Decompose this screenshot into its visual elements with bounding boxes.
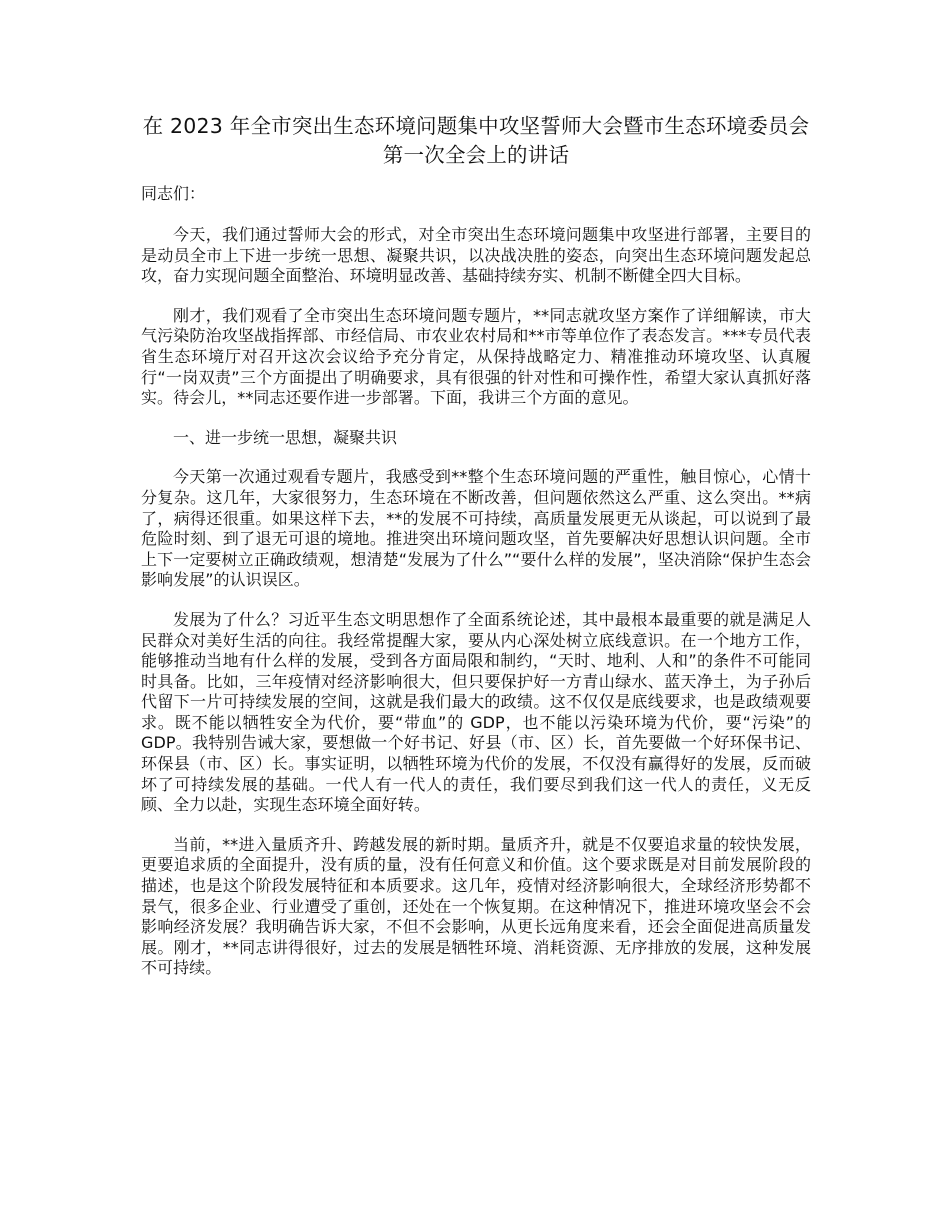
salutation: 同志们： xyxy=(141,184,206,203)
section-heading: 一、进一步统一思想，凝聚共识 xyxy=(173,427,398,447)
paragraph-review: 刚才，我们观看了全市突出生态环境问题专题片，**同志就攻坚方案作了详细解读，市大气污染防治攻坚战指挥部、市经信局、市农业农村局和**市等单位作了表态发言。***专员代表省生态环境厅对召开这次会议给予充分肯定，从保持战略定力、精准推动环境攻坚、认真履行“一岗双责”三个方面提出了明确要求，具有很强的针对性和可操作性，希望大家认真抓好落实。待会儿，**同志还要作进一步部署。下面，我讲三个方面的意见。 xyxy=(141,305,811,408)
document-page xyxy=(141,112,811,998)
section-paragraph: 当前，**进入量质齐升、跨越发展的新时期。量质齐升，就是不仅要追求量的较快发展，更要追求质的全面提升，没有质的量，没有任何意义和价值。这个要求既是对目前发展阶段的描述，也是这个阶段发展特征和本质要求。这几年，疫情对经济影响很大，全球经济形势都不景气，很多企业、行业遭受了重创，还处在一个恢复期。在这种情况下，推进环境攻坚会不会影响经济发展？我明确告诉大家，不但不会影响，从更长远角度来看，还会全面促进高质量发展。刚才，**同志讲得很好，过去的发展是牺牲环境、消耗资源、无序排放的发展，这种发展不可持续。 xyxy=(141,834,811,978)
document-title: 在 2023 年全市突出生态环境问题集中攻坚誓师大会暨市生态环境委员会第一次全会上的讲话 xyxy=(142,114,810,167)
section-paragraph: 今天第一次通过观看专题片，我感受到**整个生态环境问题的严重性，触目惊心，心情十分复杂。这几年，大家很努力，生态环境在不断改善，但问题依然这么严重、这么突出。**病了，病得还很重。如果这样下去，**的发展不可持续，高质量发展更无从谈起，可以说到了最危险时刻、到了退无可退的境地。推进突出环境问题攻坚，首先要解决好思想认识问题。全市上下一定要树立正确政绩观，想清楚“发展为了什么”“要什么样的发展”，坚决消除“保护生态会影响发展”的认识误区。 xyxy=(141,467,811,590)
paragraph-intro: 今天，我们通过誓师大会的形式，对全市突出生态环境问题集中攻坚进行部署，主要目的是动员全市上下进一步统一思想、凝聚共识，以决战决胜的姿态，向突出生态环境问题发起总攻，奋力实现问题全面整治、环境明显改善、基础持续夯实、机制不断健全四大目标。 xyxy=(141,225,811,286)
section-paragraph: 发展为了什么？习近平生态文明思想作了全面系统论述，其中最根本最重要的就是满足人民群众对美好生活的向往。我经常提醒大家，要从内心深处树立底线意识。在一个地方工作，能够推动当地有什么样的发展，受到各方面局限和制约，“天时、地利、人和”的条件不可能同时具备。比如，三年疫情对经济影响很大，但只要保护好一方青山绿水、蓝天净土，为子孙后代留下一片可持续发展的空间，这就是我们最大的政绩。这不仅仅是底线要求，也是政绩观要求。既不能以牺牲安全为代价，要“带血”的 GDP，也不能以污染环境为代价，要“污染”的 GDP。我特别告诫大家，要想做一个好书记、好县（市、区）长，首先要做一个好环保书记、环保县（市、区）长。事实证明，以牺牲环境为代价的发展，不仅没有赢得好的发展，反而破坏了可持续发展的基础。一代人有一代人的责任，我们要尽到我们这一代人的责任，义无反顾、全力以赴，实现生态环境全面好转。 xyxy=(141,609,811,815)
